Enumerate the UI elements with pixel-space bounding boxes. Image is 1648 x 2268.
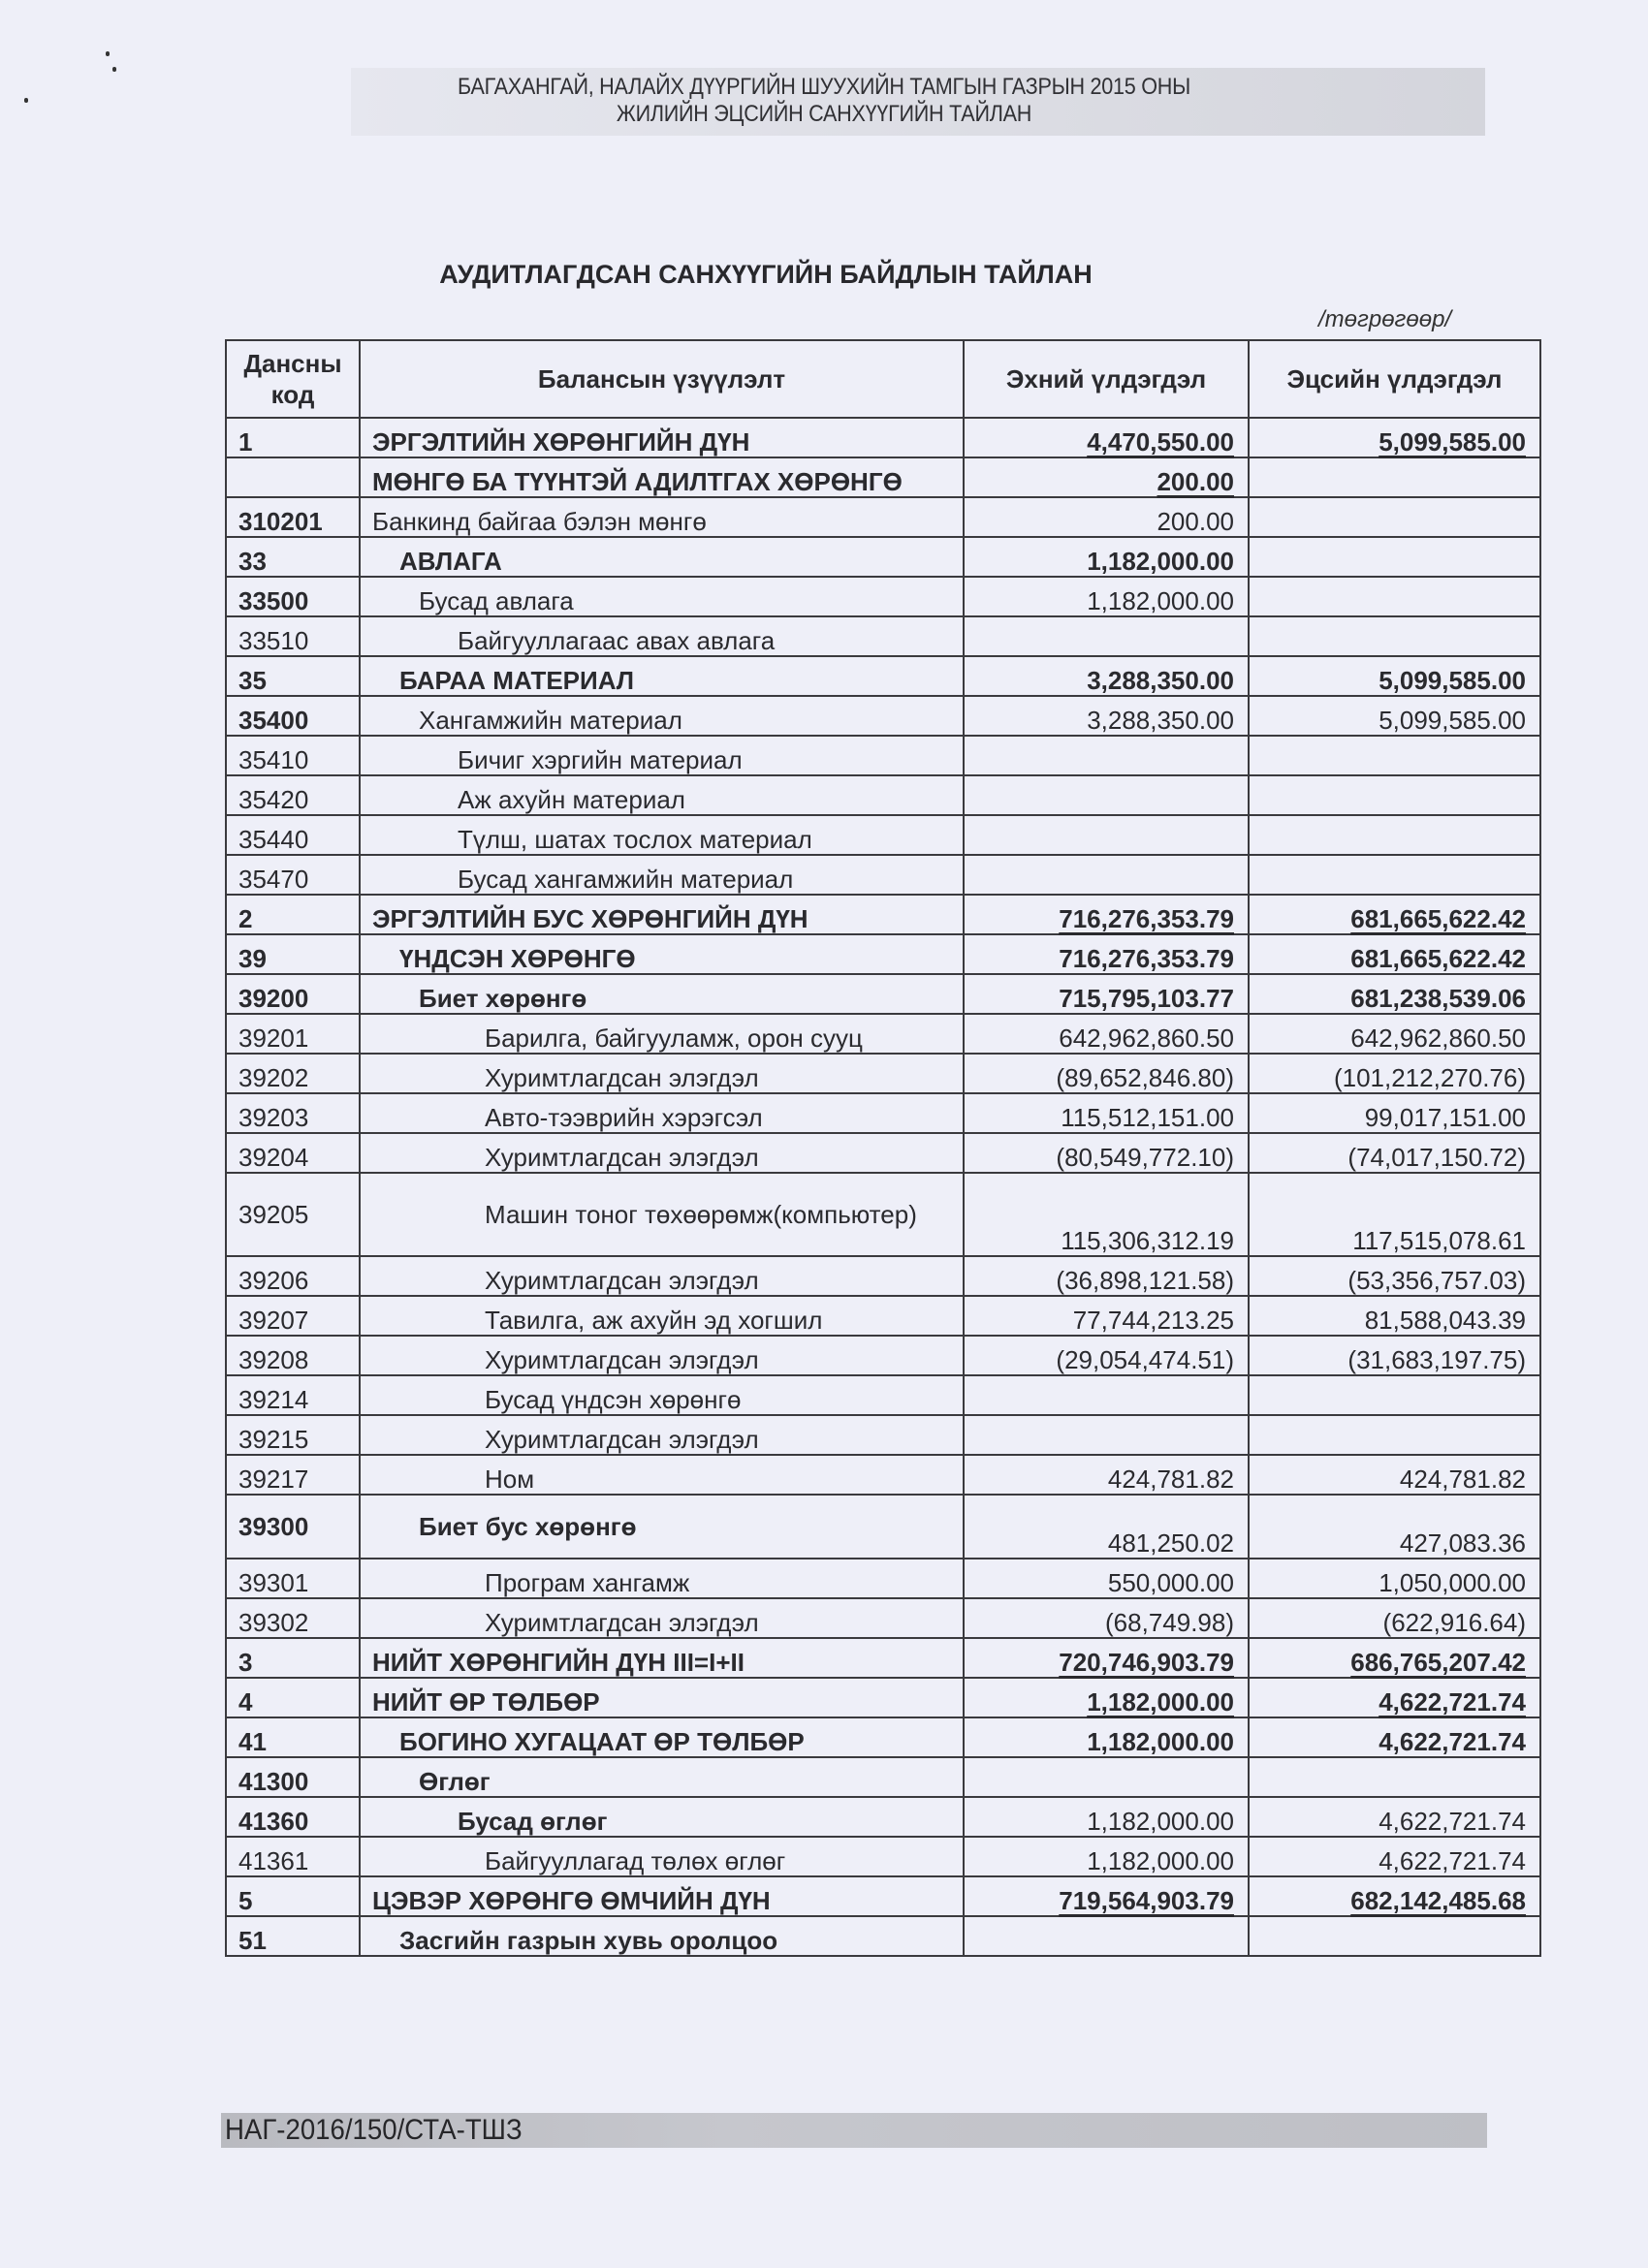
account-code: 39202	[226, 1054, 360, 1093]
opening-balance	[964, 1876, 1249, 1916]
account-description: ЭРГЭЛТИЙН БУС ХӨРӨНГИЙН ДҮН	[360, 895, 964, 934]
account-code: 41360	[226, 1797, 360, 1837]
account-code: 35470	[226, 855, 360, 895]
closing-balance: 424,781.82	[1249, 1455, 1540, 1495]
closing-balance: 642,962,860.50	[1249, 1014, 1540, 1054]
account-description: Тавилга, аж ахуйн эд хогшил	[360, 1296, 964, 1336]
closing-balance	[1249, 855, 1540, 895]
opening-value: 719,564,903.79	[1059, 1886, 1234, 1915]
account-description: Байгууллагад төлөх өглөг	[360, 1837, 964, 1876]
scan-speck	[106, 51, 110, 56]
account-code: 4	[226, 1678, 360, 1717]
closing-balance: 681,238,539.06	[1249, 974, 1540, 1014]
report-header-line-1: БАГАХАНГАЙ, НАЛАЙХ ДҮҮРГИЙН ШУУХИЙН ТАМГЫН ГАЗРЫН 2015 ОНЫ	[458, 74, 1190, 100]
closing-balance	[1249, 1757, 1540, 1797]
account-code: 5	[226, 1876, 360, 1916]
opening-balance: 1,182,000.00	[964, 1797, 1249, 1837]
opening-value: 4,470,550.00	[1087, 427, 1234, 457]
document-title: АУДИТЛАГДСАН САНХҮҮГИЙН БАЙДЛЫН ТАЙЛАН	[439, 260, 1093, 289]
table-row	[226, 1495, 1540, 1559]
closing-balance: 5,099,585.00	[1249, 696, 1540, 736]
account-description: Хуримтлагдсан элэгдэл	[360, 1054, 964, 1093]
account-code: 39200	[226, 974, 360, 1014]
closing-balance: (622,916.64)	[1249, 1598, 1540, 1638]
table-row	[226, 1296, 1540, 1336]
closing-value: 5,099,585.00	[1379, 427, 1526, 457]
opening-balance: 550,000.00	[964, 1559, 1249, 1598]
account-code: 41300	[226, 1757, 360, 1797]
account-description: Байгууллагаас авах авлага	[360, 616, 964, 656]
account-description: Банкинд байгаа бэлэн мөнгө	[360, 497, 964, 537]
table-row	[226, 1876, 1540, 1916]
table-row	[226, 1256, 1540, 1296]
account-code: 39203	[226, 1093, 360, 1133]
opening-balance: 424,781.82	[964, 1455, 1249, 1495]
opening-balance: 1,182,000.00	[964, 537, 1249, 577]
account-code: 39205	[226, 1173, 360, 1256]
opening-balance: 3,288,350.00	[964, 656, 1249, 696]
account-code: 39217	[226, 1455, 360, 1495]
account-code: 33500	[226, 577, 360, 616]
account-code: 35	[226, 656, 360, 696]
closing-balance: 4,622,721.74	[1249, 1837, 1540, 1876]
account-description: Хуримтлагдсан элэгдэл	[360, 1256, 964, 1296]
account-description: ЦЭВЭР ХӨРӨНГӨ ӨМЧИЙН ДҮН	[360, 1876, 964, 1916]
table-row	[226, 775, 1540, 815]
opening-balance	[964, 775, 1249, 815]
table-header-row	[226, 340, 1540, 418]
closing-balance: (101,212,270.76)	[1249, 1054, 1540, 1093]
table-row	[226, 736, 1540, 775]
opening-balance: 1,182,000.00	[964, 577, 1249, 616]
opening-balance	[964, 457, 1249, 497]
account-description: Бусад хангамжийн материал	[360, 855, 964, 895]
table-row	[226, 616, 1540, 656]
table-row	[226, 895, 1540, 934]
document-reference-code: НАГ-2016/150/СТА-ТШЗ	[225, 2114, 523, 2146]
opening-balance	[964, 736, 1249, 775]
account-description: Ном	[360, 1455, 964, 1495]
scan-speck	[24, 98, 28, 103]
column-header-opening-balance: Эхний үлдэгдэл	[964, 340, 1249, 418]
table-row	[226, 1598, 1540, 1638]
account-description: Засгийн газрын хувь оролцоо	[360, 1916, 964, 1956]
closing-balance	[1249, 577, 1540, 616]
closing-balance	[1249, 1375, 1540, 1415]
column-header-description: Балансын үзүүлэлт	[360, 340, 964, 418]
table-row	[226, 537, 1540, 577]
opening-balance: (80,549,772.10)	[964, 1133, 1249, 1173]
opening-balance: 3,288,350.00	[964, 696, 1249, 736]
opening-balance: 200.00	[964, 497, 1249, 537]
account-code	[226, 457, 360, 497]
account-code: 1	[226, 418, 360, 457]
opening-balance	[964, 1638, 1249, 1678]
account-code: 35440	[226, 815, 360, 855]
account-code: 51	[226, 1916, 360, 1956]
table-row	[226, 1054, 1540, 1093]
closing-value: 686,765,207.42	[1350, 1648, 1526, 1677]
closing-balance	[1249, 1678, 1540, 1717]
opening-balance: 715,795,103.77	[964, 974, 1249, 1014]
account-description: Бусад үндсэн хөрөнгө	[360, 1375, 964, 1415]
table-row	[226, 1559, 1540, 1598]
account-code: 39215	[226, 1415, 360, 1455]
balance-sheet-table	[225, 339, 1541, 1957]
closing-balance	[1249, 815, 1540, 855]
table-row	[226, 1014, 1540, 1054]
account-description: Бусад авлага	[360, 577, 964, 616]
account-description: ЭРГЭЛТИЙН ХӨРӨНГИЙН ДҮН	[360, 418, 964, 457]
opening-balance: 1,182,000.00	[964, 1717, 1249, 1757]
table-row	[226, 418, 1540, 457]
account-description: МӨНГӨ БА ТҮҮНТЭЙ АДИЛТГАХ ХӨРӨНГӨ	[360, 457, 964, 497]
table-row	[226, 1093, 1540, 1133]
table-row	[226, 1173, 1540, 1256]
closing-balance: 1,050,000.00	[1249, 1559, 1540, 1598]
account-description: НИЙТ ХӨРӨНГИЙН ДҮН III=I+II	[360, 1638, 964, 1678]
opening-value: 1,182,000.00	[1087, 1687, 1234, 1717]
table-row	[226, 974, 1540, 1014]
account-code: 35400	[226, 696, 360, 736]
table-row	[226, 656, 1540, 696]
account-code: 39300	[226, 1495, 360, 1559]
account-code: 39207	[226, 1296, 360, 1336]
table-row	[226, 1415, 1540, 1455]
table-row	[226, 855, 1540, 895]
table-row	[226, 696, 1540, 736]
table-row	[226, 1837, 1540, 1876]
table-row	[226, 1916, 1540, 1956]
account-description: Өглөг	[360, 1757, 964, 1797]
account-code: 39201	[226, 1014, 360, 1054]
account-description: Хуримтлагдсан элэгдэл	[360, 1133, 964, 1173]
account-code: 41	[226, 1717, 360, 1757]
account-description: Програм хангамж	[360, 1559, 964, 1598]
account-description: Хуримтлагдсан элэгдэл	[360, 1415, 964, 1455]
account-code: 33510	[226, 616, 360, 656]
account-description: Түлш, шатах тослох материал	[360, 815, 964, 855]
opening-value: 716,276,353.79	[1059, 904, 1234, 933]
closing-balance	[1249, 616, 1540, 656]
opening-balance	[964, 616, 1249, 656]
table-row	[226, 934, 1540, 974]
account-code: 33	[226, 537, 360, 577]
account-description: АВЛАГА	[360, 537, 964, 577]
account-description: Биет бус хөрөнгө	[360, 1495, 964, 1559]
scan-speck	[112, 67, 116, 72]
opening-balance	[964, 1916, 1249, 1956]
opening-balance	[964, 815, 1249, 855]
opening-balance: (36,898,121.58)	[964, 1256, 1249, 1296]
closing-balance	[1249, 457, 1540, 497]
closing-balance: 5,099,585.00	[1249, 656, 1540, 696]
opening-balance: (89,652,846.80)	[964, 1054, 1249, 1093]
closing-balance: 427,083.36	[1249, 1495, 1540, 1559]
account-code: 39	[226, 934, 360, 974]
account-description: Бусад өглөг	[360, 1797, 964, 1837]
table-row	[226, 1678, 1540, 1717]
account-description: Хуримтлагдсан элэгдэл	[360, 1336, 964, 1375]
column-header-code: Дансны код	[226, 340, 360, 418]
table-row	[226, 457, 1540, 497]
closing-balance: (31,683,197.75)	[1249, 1336, 1540, 1375]
account-description: Барилга, байгууламж, орон сууц	[360, 1014, 964, 1054]
closing-balance	[1249, 1638, 1540, 1678]
account-code: 3	[226, 1638, 360, 1678]
closing-balance	[1249, 775, 1540, 815]
report-header-line-2: ЖИЛИЙН ЭЦСИЙН САНХҮҮГИЙН ТАЙЛАН	[616, 101, 1032, 127]
opening-balance: 481,250.02	[964, 1495, 1249, 1559]
account-code: 41361	[226, 1837, 360, 1876]
closing-balance	[1249, 1916, 1540, 1956]
opening-balance	[964, 895, 1249, 934]
closing-value: 681,665,622.42	[1350, 904, 1526, 933]
table-row	[226, 577, 1540, 616]
account-code: 39208	[226, 1336, 360, 1375]
currency-unit-note: /төгрөгөөр/	[1318, 306, 1452, 332]
account-description: Бичиг хэргийн материал	[360, 736, 964, 775]
opening-balance	[964, 1375, 1249, 1415]
opening-value: 720,746,903.79	[1059, 1648, 1234, 1677]
table-row	[226, 497, 1540, 537]
account-code: 39301	[226, 1559, 360, 1598]
account-description: Машин тоног төхөөрөмж(компьютер)	[360, 1173, 964, 1256]
account-code: 35420	[226, 775, 360, 815]
opening-balance: (68,749.98)	[964, 1598, 1249, 1638]
account-description: БАРАА МАТЕРИАЛ	[360, 656, 964, 696]
account-code: 310201	[226, 497, 360, 537]
opening-balance: 115,306,312.19	[964, 1173, 1249, 1256]
opening-value: 200.00	[1157, 467, 1234, 496]
account-description: Авто-тээврийн хэрэгсэл	[360, 1093, 964, 1133]
opening-balance: 1,182,000.00	[964, 1837, 1249, 1876]
account-code: 2	[226, 895, 360, 934]
table-row	[226, 1638, 1540, 1678]
account-code: 35410	[226, 736, 360, 775]
closing-balance: (74,017,150.72)	[1249, 1133, 1540, 1173]
closing-value: 682,142,485.68	[1350, 1886, 1526, 1915]
closing-balance	[1249, 497, 1540, 537]
account-code: 39302	[226, 1598, 360, 1638]
account-description: Аж ахуйн материал	[360, 775, 964, 815]
account-description: ҮНДСЭН ХӨРӨНГӨ	[360, 934, 964, 974]
table-row	[226, 1797, 1540, 1837]
account-description: Биет хөрөнгө	[360, 974, 964, 1014]
closing-balance: 681,665,622.42	[1249, 934, 1540, 974]
table-row	[226, 1336, 1540, 1375]
closing-value: 4,622,721.74	[1379, 1687, 1526, 1717]
closing-balance	[1249, 895, 1540, 934]
column-header-closing-balance: Эцсийн үлдэгдэл	[1249, 340, 1540, 418]
closing-balance	[1249, 736, 1540, 775]
closing-balance	[1249, 1415, 1540, 1455]
account-description: Хангамжийн материал	[360, 696, 964, 736]
table-row	[226, 1455, 1540, 1495]
account-code: 39204	[226, 1133, 360, 1173]
closing-balance	[1249, 537, 1540, 577]
opening-balance: (29,054,474.51)	[964, 1336, 1249, 1375]
closing-balance	[1249, 1876, 1540, 1916]
opening-balance: 77,744,213.25	[964, 1296, 1249, 1336]
opening-balance	[964, 855, 1249, 895]
table-row	[226, 1717, 1540, 1757]
opening-balance	[964, 1415, 1249, 1455]
account-description: НИЙТ ӨР ТӨЛБӨР	[360, 1678, 964, 1717]
account-code: 39206	[226, 1256, 360, 1296]
table-row	[226, 1375, 1540, 1415]
account-description: Хуримтлагдсан элэгдэл	[360, 1598, 964, 1638]
closing-balance: 99,017,151.00	[1249, 1093, 1540, 1133]
closing-balance	[1249, 418, 1540, 457]
table-row	[226, 1757, 1540, 1797]
opening-balance	[964, 1757, 1249, 1797]
opening-balance	[964, 1678, 1249, 1717]
closing-balance: (53,356,757.03)	[1249, 1256, 1540, 1296]
closing-balance: 4,622,721.74	[1249, 1717, 1540, 1757]
opening-balance	[964, 418, 1249, 457]
closing-balance: 4,622,721.74	[1249, 1797, 1540, 1837]
closing-balance: 81,588,043.39	[1249, 1296, 1540, 1336]
opening-balance: 642,962,860.50	[964, 1014, 1249, 1054]
account-code: 39214	[226, 1375, 360, 1415]
table-row	[226, 815, 1540, 855]
closing-balance: 117,515,078.61	[1249, 1173, 1540, 1256]
opening-balance: 716,276,353.79	[964, 934, 1249, 974]
opening-balance: 115,512,151.00	[964, 1093, 1249, 1133]
table-row	[226, 1133, 1540, 1173]
account-description: БОГИНО ХУГАЦААТ ӨР ТӨЛБӨР	[360, 1717, 964, 1757]
